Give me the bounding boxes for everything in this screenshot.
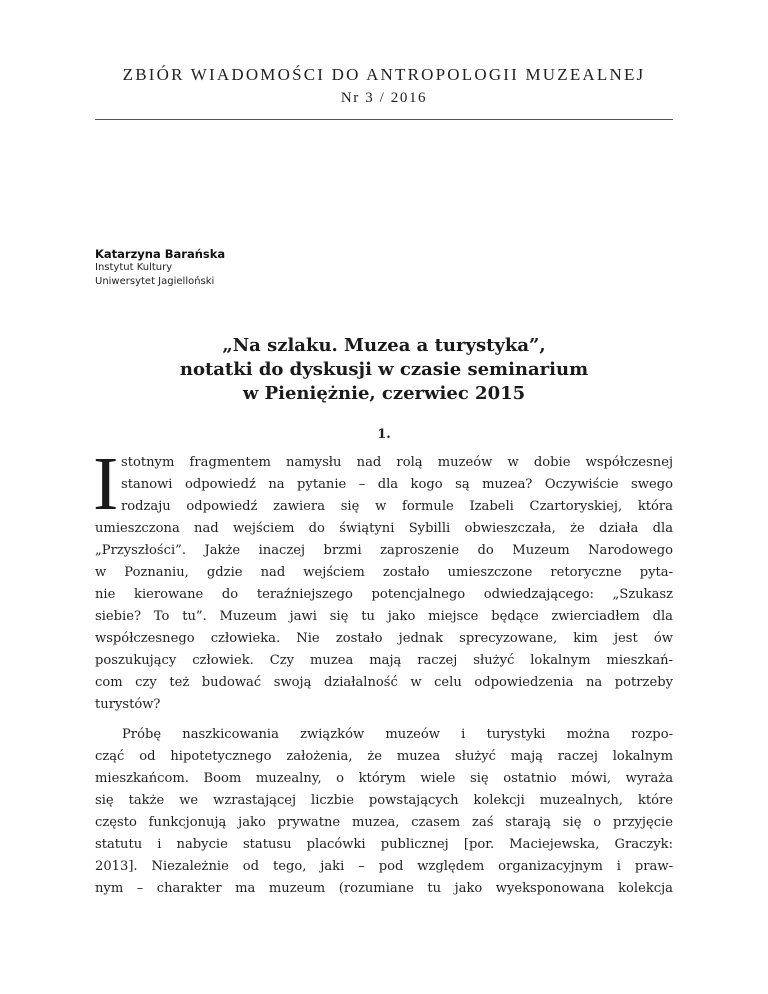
author-institute: Instytut Kultury [95, 262, 173, 273]
text-line: „Przyszłości”. Jakże inaczej brzmi zaproszenie do Muzeum Narodowego [95, 543, 673, 558]
journal-header [95, 64, 673, 108]
text-line: mieszkańcom. Boom muzealny, o którym wiele się ostatnio mówi, wyraża [95, 771, 673, 786]
journal-issue: Nr 3 / 2016 [340, 90, 428, 106]
article-title-line: notatki do dyskusji w czasie seminarium [179, 359, 589, 380]
text-line: siebie? To tu”. Muzeum jawi się tu jako miejsce będące zwierciadłem dla [95, 609, 673, 624]
journal-title: ZBIÓR WIADOMOŚCI DO ANTROPOLOGII MUZEALNEJ [122, 65, 646, 84]
text-line: 2013]. Niezależnie od tego, jaki – pod względem organizacyjnym i praw- [95, 859, 673, 874]
text-line: stanowi odpowiedź na pytanie – dla kogo są muzea? Oczywiście swego [121, 477, 673, 492]
drop-cap: I [93, 442, 119, 526]
text-line: nie kierowane do teraźniejszego potencjalnego odwiedzającego: „Szukasz [95, 587, 673, 602]
text-line: się także we wzrastającej liczbie powstających kolekcji muzealnych, które [95, 793, 673, 808]
article-title [95, 334, 673, 406]
author-block [95, 247, 225, 289]
article-title-line: „Na szlaku. Muzea a turystyka”, [222, 335, 546, 356]
text-line: statutu i nabycie statusu placówki publicznej [por. Maciejewska, Graczyk: [95, 837, 673, 852]
author-name: Katarzyna Barańska [95, 247, 226, 261]
text-line: często funkcjonują jako prywatne muzea, czasem zaś starają się o przyjęcie [95, 815, 673, 830]
text-line: turystów? [95, 697, 161, 712]
section-number: 1. [377, 427, 391, 442]
text-line: umieszczona nad wejściem do świątyni Sybilli obwieszczała, że działa dla [95, 521, 673, 536]
text-line: com czy też budować swoją działalność w celu odpowiedzenia na potrzeby [95, 675, 673, 690]
article-title-line: w Pieniężnie, czerwiec 2015 [242, 383, 526, 404]
text-line: cząć od hipotetycznego założenia, że muzea służyć mają raczej lokalnym [95, 749, 673, 764]
text-line: nym – charakter ma muzeum (rozumiane tu jako wyeksponowana kolekcja [95, 881, 673, 896]
header-divider [95, 119, 673, 120]
text-line: współczesnego człowieka. Nie zostało jednak sprecyzowane, kim jest ów [95, 631, 673, 646]
text-line: poszukujący człowiek. Czy muzea mają raczej służyć lokalnym mieszkań- [95, 653, 673, 668]
text-line: rodzaju odpowiedź zawiera się w formule Izabeli Czartoryskiej, która [121, 499, 673, 514]
author-university: Uniwersytet Jagielloński [95, 276, 215, 287]
text-line: Próbę naszkicowania związków muzeów i turystyki można rozpo- [122, 727, 673, 742]
text-line: w Poznaniu, gdzie nad wejściem zostało umieszczone retoryczne pyta- [95, 565, 673, 580]
text-line: stotnym fragmentem namysłu nad rolą muzeów w dobie współczesnej [121, 455, 673, 470]
